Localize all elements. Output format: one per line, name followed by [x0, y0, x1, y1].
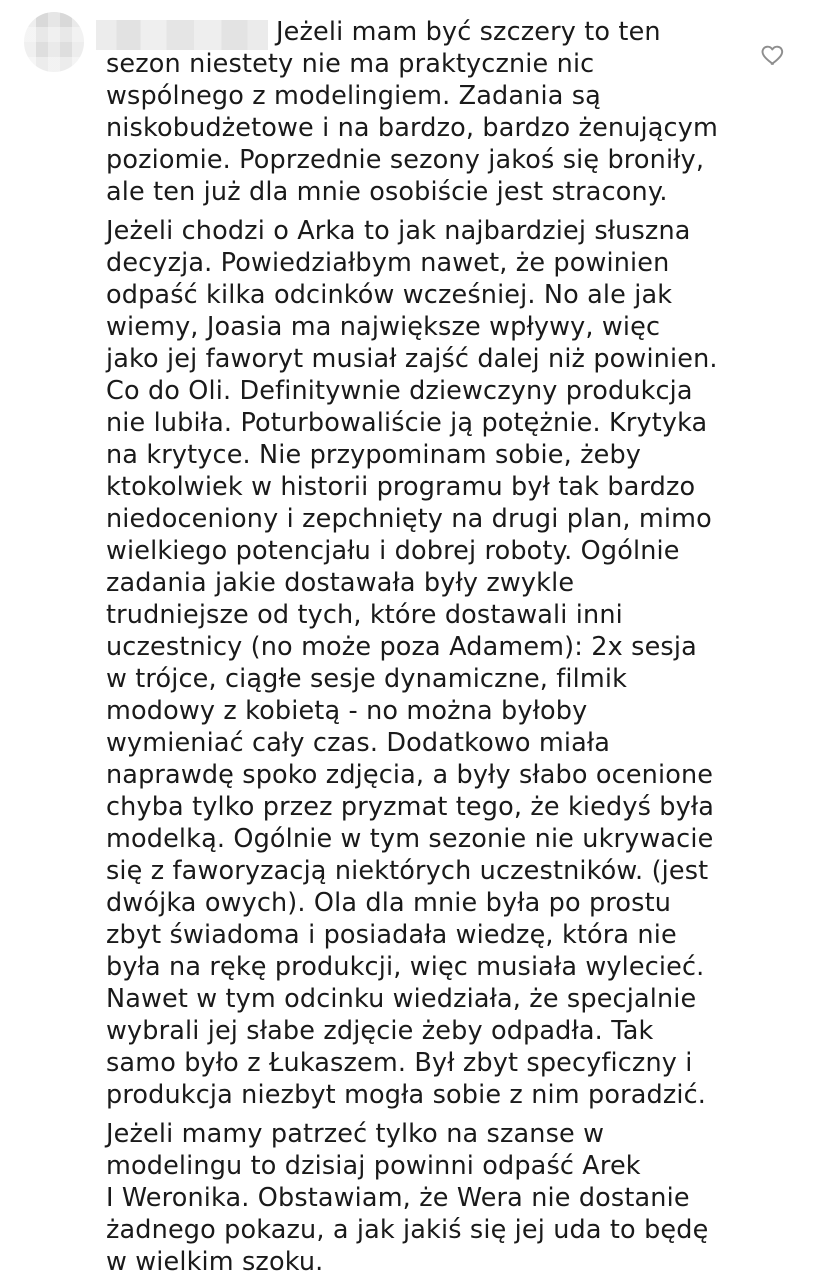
comment-line: niedoceniony i zepchnięty na drugi plan, mimo — [106, 504, 712, 534]
comment-line: niskobudżetowe i na bardzo, bardzo żenującym — [106, 113, 718, 143]
comment-line: ale ten już dla mnie osobiście jest stracony. — [106, 177, 668, 207]
comment-line: jako jej faworyt musiał zajść dalej niż powinien. — [106, 344, 718, 374]
comment-line: żadnego pokazu, a jak jakiś się jej uda to będę — [106, 1215, 709, 1245]
comment-line: decyzja. Powiedziałbym nawet, że powinien — [106, 248, 670, 278]
comment-line: wspólnego z modelingiem. Zadania są — [106, 81, 601, 111]
comment-line: zbyt świadoma i posiadała wiedzę, która nie — [106, 920, 677, 950]
comment-line: w trójce, ciągłe sesje dynamiczne, filmik — [106, 664, 628, 694]
comment-line: sezon niestety nie ma praktycznie nic — [106, 49, 595, 79]
comment-line: uczestnicy (no może poza Adamem): 2x sesja — [106, 632, 697, 662]
comment-line: Co do Oli. Definitywnie dziewczyny produkcja — [106, 376, 693, 406]
comment-line: modelingu to dzisiaj powinni odpaść Arek — [106, 1151, 641, 1181]
comment-line: na krytyce. Nie przypominam sobie, żeby — [106, 440, 642, 470]
comment-line: poziomie. Poprzednie sezony jakoś się broniły, — [106, 145, 705, 175]
comment-line: była na rękę produkcji, więc musiała wylecieć. — [106, 952, 705, 982]
comment-line: nie lubiła. Poturbowaliście ją potężnie. Krytyka — [106, 408, 708, 438]
comment-line: ktokolwiek w historii programu był tak bardzo — [106, 472, 696, 502]
comment-line: wymieniać cały czas. Dodatkowo miała — [106, 728, 611, 758]
comment-line: odpaść kilka odcinków wcześniej. No ale jak — [106, 280, 673, 310]
comment-line: Jeżeli mamy patrzeć tylko na szanse w — [106, 1119, 605, 1149]
comment-line: modowy z kobietą - no można byłoby — [106, 696, 588, 726]
comment-text — [106, 16, 746, 1278]
comment-line: wybrali jej słabe zdjęcie żeby odpadła. Tak — [106, 1016, 654, 1046]
comment-line: I Weronika. Obstawiam, że Wera nie dostanie — [106, 1183, 690, 1213]
comment-line: dwójka owych). Ola dla mnie była po prostu — [106, 888, 672, 918]
comment-line: Jeżeli chodzi o Arka to jak najbardziej słuszna — [106, 216, 691, 246]
comment-line: w wielkim szoku. — [106, 1247, 324, 1277]
comment-line: się z faworyzacją niektórych uczestników. (jest — [106, 856, 709, 886]
comment-line: Jeżeli mam być szczery to ten — [276, 17, 661, 47]
comment-line: wiemy, Joasia ma największe wpływy, więc — [106, 312, 661, 342]
comment-line: zadania jakie dostawała były zwykle — [106, 568, 575, 598]
comment-line: naprawdę spoko zdjęcia, a były słabo ocenione — [106, 760, 714, 790]
comment-line: wielkiego potencjału i dobrej roboty. Ogólnie — [106, 536, 680, 566]
comment-line: produkcja niezbyt mogła sobie z nim poradzić. — [106, 1080, 707, 1110]
comment-line: trudniejsze od tych, które dostawali inni — [106, 600, 623, 630]
comment-line: Nawet w tym odcinku wiedziała, że specjalnie — [106, 984, 697, 1014]
heart-outline-icon[interactable] — [760, 42, 786, 68]
comment-line: samo było z Łukaszem. Był zbyt specyficzny i — [106, 1048, 693, 1078]
avatar[interactable] — [24, 12, 84, 72]
comment-line: modelką. Ogólnie w tym sezonie nie ukrywacie — [106, 824, 714, 854]
comment-line: chyba tylko przez pryzmat tego, że kiedyś była — [106, 792, 715, 822]
